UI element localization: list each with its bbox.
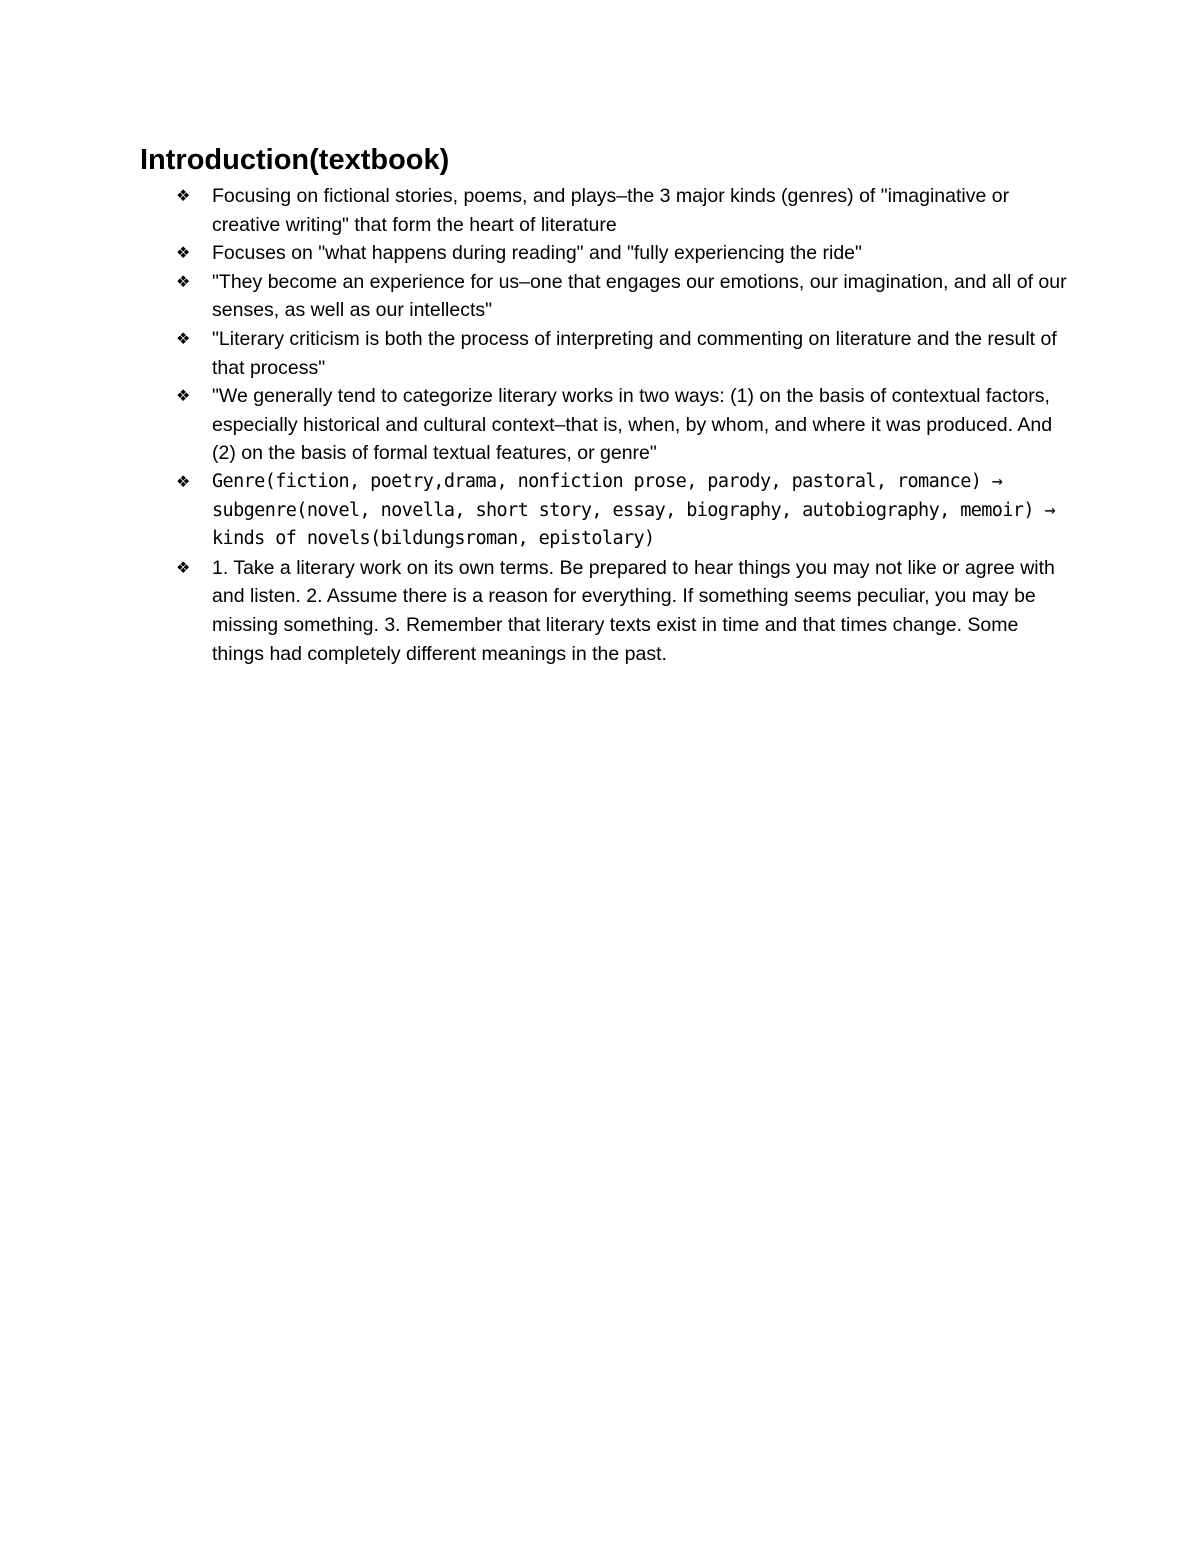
- bullet-list: [140, 182, 1070, 668]
- diamond-bullet-icon: ❖: [176, 557, 191, 577]
- list-item: [140, 325, 1070, 382]
- diamond-bullet-icon: ❖: [176, 471, 191, 491]
- list-item: [140, 554, 1070, 668]
- diamond-bullet-icon: ❖: [176, 386, 191, 406]
- diamond-bullet-icon: ❖: [176, 243, 191, 263]
- list-item-text: Focusing on fictional stories, poems, and plays–the 3 major kinds (genres) of "imaginative or creative writing" that form the heart of literature: [212, 185, 1010, 236]
- list-item-text: 1. Take a literary work on its own terms. Be prepared to hear things you may not like or agree with and listen. 2. Assume there is a reason for everything. If something seems peculiar, you may be missing something. 3. Remember that literary texts exist in time and that times change. Some things had completely different meanings in the past.: [212, 556, 1055, 665]
- diamond-bullet-icon: ❖: [176, 271, 191, 291]
- diamond-bullet-icon: ❖: [176, 328, 191, 348]
- list-item: [140, 382, 1070, 468]
- list-item-text: Genre(fiction, poetry,drama, nonfiction prose, parody, pastoral, romance) → subgenre(novel, novella, short story, essay, biography, autobiography, memoir) → kinds of novels(bildungsroman, epistolary): [212, 470, 1056, 550]
- list-item: [140, 239, 1070, 268]
- diamond-bullet-icon: ❖: [176, 186, 191, 205]
- list-item: [140, 268, 1070, 325]
- list-item-text: Focuses on "what happens during reading" and "fully experiencing the ride": [212, 242, 862, 265]
- list-item-text: "Literary criticism is both the process of interpreting and commenting on literature and the result of that process": [212, 327, 1057, 379]
- list-item-text: "We generally tend to categorize literary works in two ways: (1) on the basis of contextual factors, especially historical and cultural context–that is, when, by whom, and where it was produced. And (2) on the basis of formal textual features, or genre": [212, 385, 1053, 465]
- page-title: Introduction(textbook): [140, 144, 450, 176]
- list-item: [140, 182, 1070, 239]
- list-item: [140, 468, 1070, 554]
- list-item-text: "They become an experience for us–one that engages our emotions, our imagination, and all of our senses, as well as our intellects": [212, 270, 1067, 322]
